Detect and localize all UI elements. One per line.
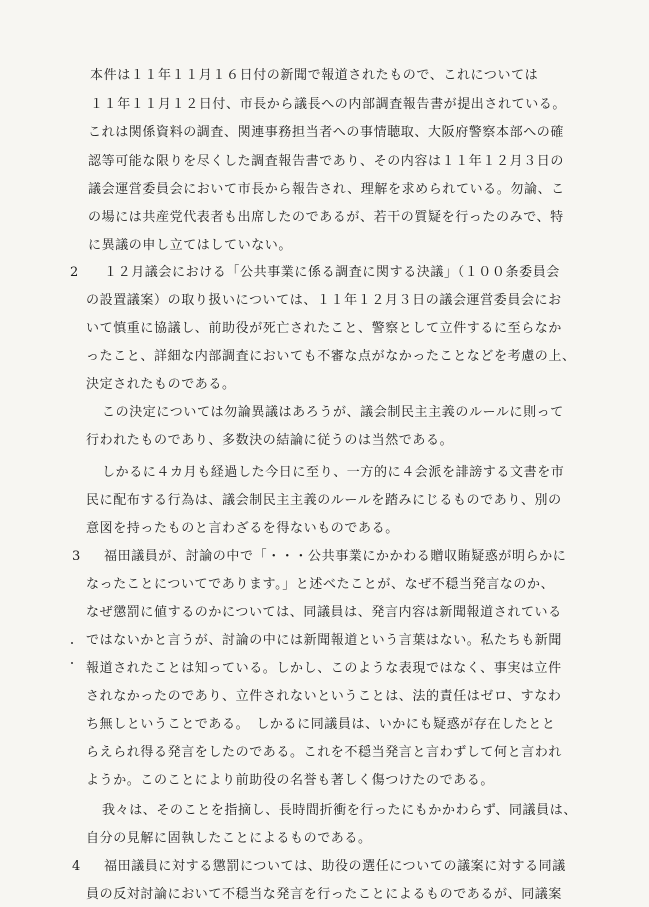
- text-line: いて慎重に協議し、前助役が死亡されたこと、警察として立件するに至らなか: [86, 321, 563, 336]
- text-line: 民に配布する行為は、議会制民主主義のルールを踏みにじるものであり、別の: [86, 493, 562, 508]
- text-line: ようか。このことにより前助役の名誉も著しく傷つけたのである。: [86, 773, 495, 788]
- text-line: １２月議会における「公共事業に係る調査に関する決議」（１００条委員会: [104, 265, 560, 280]
- text-line: 自分の見解に固執したことによるものである。: [86, 831, 372, 846]
- text-line: 本件は１１年１１月１６日付の新聞で報道されたもので、これについては: [90, 68, 539, 83]
- text-line: これは関係資料の調査、関連事務担当者への事情聴取、大阪府警察本部への確: [88, 125, 565, 140]
- text-line: 福田議員に対する懲罰については、助役の選任についての議案に対する同議: [104, 859, 566, 874]
- text-line: ち無しということである。 しかるに同議員は、いかにも疑惑が存在したとと: [86, 717, 556, 732]
- text-line: この決定については勿論異議はあろうが、議会制民主主義のルールに則って: [102, 405, 564, 420]
- text-line: なぜ懲罰に値するのかについては、同議員は、発言内容は新聞報道されている: [86, 605, 562, 620]
- item-number: 3: [72, 549, 81, 564]
- text-line: ではないかと言うが、討論の中には新聞報道という言葉はない。私たちも新聞: [86, 633, 563, 648]
- text-line: の場には共産党代表者も出席したのであるが、若干の質疑を行ったのみで、特: [88, 210, 564, 225]
- text-line: 福田議員が、討論の中で「・・・公共事業にかかわる贈収賄疑惑が明らかに: [104, 549, 567, 564]
- text-line: に異議の申し立てはしていない。: [88, 238, 293, 253]
- text-line: 意図を持ったものと言わざるを得ないものである。: [86, 521, 399, 536]
- text-line: 報道されたことは知っている。しかし、このような表現ではなく、事実は立件: [86, 661, 562, 676]
- scan-speck: [71, 642, 73, 644]
- text-line: 決定されたものである。: [86, 377, 236, 392]
- text-line: しかるに４カ月も経過した今日に至り、一方的に４会派を誹謗する文書を市: [102, 465, 565, 480]
- text-line: なったことについてであります。」と述べたことが、なぜ不穏当発言なのか、: [86, 577, 555, 592]
- text-line: 我々は、そのことを指摘し、長時間折衝を行ったにもかかわらず、同議員は、: [102, 803, 577, 818]
- text-line: １１年１１月１２日付、市長から議長への内部調査報告書が提出されている。: [90, 97, 567, 112]
- text-line: ったこと、詳細な内部調査においても不審な点がなかったことなどを考慮の上、: [86, 349, 576, 364]
- text-line: の設置議案）の取り扱いについては、１１年１２月３日の議会運営委員会にお: [86, 293, 562, 308]
- item-number: 4: [72, 859, 81, 874]
- text-line: らえられ得る発言をしたのである。これを不穏当発言と言わずして何と言われ: [86, 745, 563, 760]
- text-line: 行われたものであり、多数決の結論に従うのは当然である。: [86, 433, 454, 448]
- scan-speck: [71, 662, 73, 664]
- text-line: 員の反対討論において不穏当な発言を行ったことによるものであるが、同議案: [86, 887, 563, 902]
- item-number: 2: [70, 265, 79, 280]
- text-line: 認等可能な限りを尽くした調査報告書であり、その内容は１１年１２月３日の: [88, 154, 565, 169]
- text-line: 議会運営委員会において市長から報告され、理解を求められている。勿論、こ: [88, 182, 565, 197]
- text-line: されなかったのであり、立件されないということは、法的責任はゼロ、すなわ: [86, 689, 562, 704]
